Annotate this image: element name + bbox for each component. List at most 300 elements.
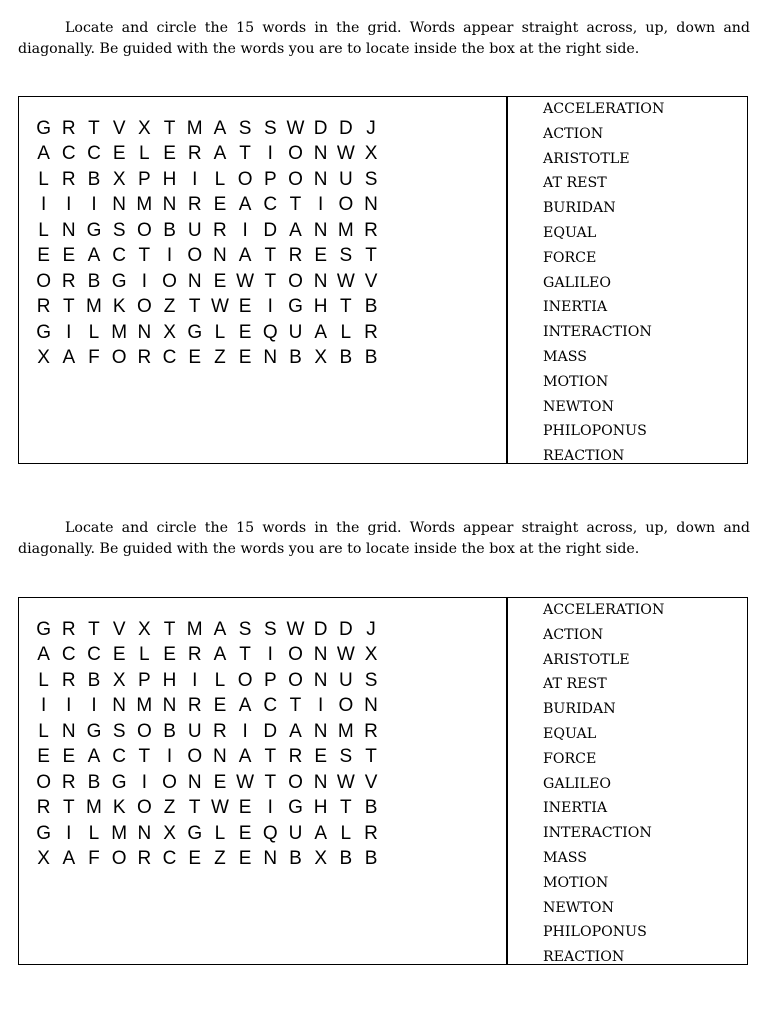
grid-letter[interactable]: B [339,347,353,369]
grid-letter[interactable]: X [37,347,50,369]
grid-letter[interactable]: L [214,669,226,691]
grid-letter[interactable]: R [364,822,378,844]
grid-letter[interactable]: E [238,321,252,343]
grid-letter[interactable]: N [313,143,328,165]
grid-letter[interactable]: A [87,245,101,267]
grid-letter[interactable]: B [87,168,101,190]
grid-row [31,320,384,346]
grid-letter[interactable]: A [62,347,76,369]
grid-letter[interactable]: R [213,219,227,241]
grid-letter[interactable]: C [112,746,127,768]
grid-letter[interactable]: R [364,219,378,241]
grid-letter[interactable]: D [338,618,353,640]
grid-letter[interactable]: A [314,822,327,844]
grid-letter[interactable]: O [162,270,177,292]
grid-letter[interactable]: W [236,771,255,793]
grid-letter[interactable]: I [40,695,47,717]
grid-letter[interactable]: O [36,270,51,292]
grid-letter[interactable]: G [86,720,102,742]
grid-letter[interactable]: I [66,194,72,216]
word-list-item: PHILOPONUS [543,924,647,941]
grid-letter[interactable]: A [213,117,227,139]
grid-letter[interactable]: N [263,347,278,369]
grid-letter[interactable]: N [364,695,378,717]
grid-letter[interactable]: W [336,270,355,292]
grid-letter[interactable]: R [187,644,202,666]
grid-letter[interactable]: L [214,822,226,844]
grid-letter[interactable]: N [61,219,76,241]
grid-letter[interactable]: E [163,644,176,666]
grid-letter[interactable]: V [364,771,378,793]
grid-letter[interactable]: N [187,771,202,793]
grid-letter[interactable]: L [88,822,100,844]
grid-letter[interactable]: R [61,669,76,691]
grid-letter[interactable]: I [267,797,273,819]
grid-letter[interactable]: G [36,321,51,343]
grid-letter[interactable]: X [163,822,176,844]
grid-letter[interactable]: R [213,720,227,742]
grid-letter[interactable]: E [37,746,50,768]
grid-letter[interactable]: E [314,245,327,267]
grid-letter[interactable]: B [163,219,176,241]
grid-letter[interactable]: I [267,143,273,165]
grid-letter[interactable]: C [263,695,278,717]
grid-letter[interactable]: T [264,245,277,267]
grid-letter[interactable]: B [289,347,302,369]
grid-letter[interactable]: N [213,245,227,267]
grid-letter[interactable]: L [340,321,352,343]
grid-letter[interactable]: J [366,618,376,640]
grid-letter[interactable]: O [136,219,152,241]
grid-letter[interactable]: W [210,296,229,318]
grid-letter[interactable]: L [340,822,352,844]
grid-letter[interactable]: L [214,321,226,343]
grid-letter[interactable]: S [263,618,277,640]
grid-letter[interactable]: I [318,695,324,717]
word-list-item: INERTIA [543,800,608,817]
grid-letter[interactable]: G [288,797,303,819]
grid-letter[interactable]: O [237,168,253,190]
grid-letter[interactable]: A [238,746,252,768]
grid-letter[interactable]: X [112,669,126,691]
grid-letter[interactable]: T [365,245,377,267]
grid-letter[interactable]: T [289,695,302,717]
grid-letter[interactable]: I [141,771,147,793]
grid-letter[interactable]: N [313,669,328,691]
grid-letter[interactable]: H [313,296,328,318]
grid-letter[interactable]: E [213,771,227,793]
grid-letter[interactable]: E [37,245,50,267]
grid-letter[interactable]: W [286,117,305,139]
grid-letter[interactable]: T [289,194,302,216]
grid-letter[interactable]: K [112,797,126,819]
grid-letter[interactable]: O [338,194,354,216]
grid-letter[interactable]: C [87,644,101,666]
grid-letter[interactable]: D [338,117,353,139]
grid-letter[interactable]: E [213,194,227,216]
grid-letter[interactable]: T [163,117,176,139]
grid-letter[interactable]: R [61,168,76,190]
grid-letter[interactable]: S [238,117,252,139]
grid-letter[interactable]: X [138,618,151,640]
grid-letter[interactable]: O [36,771,51,793]
grid-letter[interactable]: T [264,746,277,768]
grid-letter[interactable]: G [36,618,51,640]
grid-row [31,821,384,847]
grid-letter[interactable]: O [136,296,152,318]
grid-letter[interactable]: H [162,168,177,190]
grid-letter[interactable]: R [137,347,152,369]
letter-grid [31,116,384,371]
word-list-item: INERTIA [543,299,608,316]
grid-letter[interactable]: C [87,143,101,165]
grid-letter[interactable]: G [187,321,203,343]
grid-letter[interactable]: N [313,219,328,241]
grid-letter[interactable]: R [288,746,303,768]
grid-letter[interactable]: M [337,219,354,241]
grid-letter[interactable]: E [238,822,252,844]
grid-letter[interactable]: V [364,270,378,292]
grid-letter[interactable]: Q [262,321,278,343]
grid-letter[interactable]: S [339,746,353,768]
grid-letter[interactable]: B [364,347,378,369]
grid-letter[interactable]: W [236,270,255,292]
grid-letter[interactable]: B [364,848,378,870]
word-list-item: NEWTON [543,398,614,415]
grid-letter[interactable]: T [188,296,201,318]
grid-letter[interactable]: X [364,143,378,165]
word-list-item: BURIDAN [543,200,616,217]
grid-letter[interactable]: T [138,245,151,267]
grid-letter[interactable]: H [162,669,177,691]
grid-letter[interactable]: G [36,117,51,139]
grid-letter[interactable]: G [111,771,127,793]
grid-letter[interactable]: T [88,117,100,139]
grid-letter[interactable]: U [338,168,353,190]
word-list [543,98,664,470]
grid-letter[interactable]: P [263,168,277,190]
grid-letter[interactable]: T [88,618,100,640]
grid-letter[interactable]: W [210,797,229,819]
grid-letter[interactable]: O [111,848,127,870]
grid-letter[interactable]: E [62,245,76,267]
grid-letter[interactable]: O [136,720,152,742]
grid-letter[interactable]: R [288,245,303,267]
grid-letter[interactable]: C [162,848,177,870]
grid-letter[interactable]: R [364,720,378,742]
grid-letter[interactable]: B [339,848,353,870]
grid-letter[interactable]: C [263,194,278,216]
grid-letter[interactable]: S [364,669,378,691]
grid-letter[interactable]: I [242,720,248,742]
grid-letter[interactable]: O [187,245,203,267]
grid-letter[interactable]: E [213,695,227,717]
grid-letter[interactable]: O [288,771,303,793]
grid-letter[interactable]: U [187,219,202,241]
grid-letter[interactable]: I [166,245,173,267]
grid-letter[interactable]: O [187,746,203,768]
grid-letter[interactable]: F [88,848,100,870]
grid-letter[interactable]: N [364,194,378,216]
grid-letter[interactable]: M [86,797,102,819]
grid-letter[interactable]: N [112,695,127,717]
grid-letter[interactable]: M [186,117,203,139]
grid-letter[interactable]: E [188,347,202,369]
grid-letter[interactable]: L [38,219,49,241]
grid-letter[interactable]: M [111,321,128,343]
grid-letter[interactable]: T [340,797,352,819]
grid-letter[interactable]: I [318,194,324,216]
grid-letter[interactable]: B [87,771,101,793]
grid-letter[interactable]: Z [214,347,226,369]
grid-letter[interactable]: E [163,143,176,165]
grid-letter[interactable]: H [313,797,328,819]
grid-letter[interactable]: L [38,720,49,742]
grid-letter[interactable]: E [62,746,76,768]
word-list [543,599,664,971]
grid-letter[interactable]: L [88,321,100,343]
grid-letter[interactable]: N [61,720,76,742]
grid-letter[interactable]: U [288,822,303,844]
grid-row [31,244,384,270]
grid-letter[interactable]: O [338,695,354,717]
grid-letter[interactable]: V [112,117,126,139]
grid-letter[interactable]: A [213,143,227,165]
grid-letter[interactable]: S [112,219,126,241]
grid-letter[interactable]: Z [214,848,226,870]
grid-letter[interactable]: W [336,143,355,165]
grid-letter[interactable]: M [337,720,354,742]
grid-letter[interactable]: A [314,321,327,343]
grid-letter[interactable]: M [136,194,153,216]
grid-letter[interactable]: I [91,194,97,216]
grid-letter[interactable]: R [187,143,202,165]
word-list-item: ARISTOTLE [543,150,630,167]
grid-letter[interactable]: A [37,143,50,165]
grid-letter[interactable]: O [237,669,253,691]
grid-letter[interactable]: R [61,771,76,793]
grid-letter[interactable]: T [138,746,151,768]
grid-letter[interactable]: N [112,194,127,216]
puzzle-box [18,597,748,965]
grid-letter[interactable]: N [213,746,227,768]
grid-letter[interactable]: A [37,644,50,666]
grid-letter[interactable]: E [238,347,252,369]
grid-letter[interactable]: A [87,746,101,768]
grid-letter[interactable]: O [162,771,177,793]
grid-letter[interactable]: G [187,822,203,844]
grid-letter[interactable]: M [136,695,153,717]
grid-letter[interactable]: N [137,822,152,844]
grid-letter[interactable]: I [66,695,72,717]
grid-letter[interactable]: T [264,270,277,292]
grid-letter[interactable]: J [366,117,376,139]
grid-letter[interactable]: W [336,644,355,666]
grid-letter[interactable]: C [162,347,177,369]
letter-grid [31,617,384,872]
grid-letter[interactable]: L [139,644,150,666]
grid-letter[interactable]: A [62,848,76,870]
grid-letter[interactable]: Z [163,797,176,819]
grid-letter[interactable]: D [313,117,328,139]
grid-letter[interactable]: N [263,848,278,870]
grid-letter[interactable]: T [365,746,377,768]
grid-row [31,193,384,219]
grid-letter[interactable]: I [242,219,248,241]
grid-letter[interactable]: S [364,168,378,190]
grid-letter[interactable]: X [314,848,327,870]
grid-letter[interactable]: W [336,771,355,793]
grid-letter[interactable]: W [286,618,305,640]
grid-letter[interactable]: S [238,618,252,640]
grid-letter[interactable]: I [66,321,72,343]
grid-letter[interactable]: X [314,347,327,369]
grid-letter[interactable]: N [313,644,328,666]
grid-letter[interactable]: N [313,168,328,190]
grid-letter[interactable]: E [314,746,327,768]
grid-letter[interactable]: A [238,245,252,267]
grid-letter[interactable]: O [288,168,303,190]
grid-letter[interactable]: T [188,797,201,819]
grid-letter[interactable]: T [163,618,176,640]
grid-letter[interactable]: R [61,117,76,139]
grid-letter[interactable]: R [61,270,76,292]
grid-row [31,295,384,321]
grid-letter[interactable]: C [61,644,76,666]
grid-letter[interactable]: X [364,644,378,666]
grid-letter[interactable]: T [239,644,251,666]
grid-letter[interactable]: T [62,296,75,318]
grid-letter[interactable]: C [112,245,127,267]
grid-letter[interactable]: I [141,270,147,292]
grid-letter[interactable]: N [187,270,202,292]
grid-letter[interactable]: Z [163,296,176,318]
grid-letter[interactable]: P [263,669,277,691]
grid-letter[interactable]: M [86,296,102,318]
word-list-item: MOTION [543,874,609,891]
grid-letter[interactable]: S [263,117,277,139]
grid-letter[interactable]: E [238,848,252,870]
grid-letter[interactable]: E [238,797,252,819]
grid-letter[interactable]: E [213,270,227,292]
grid-letter[interactable]: I [192,168,198,190]
grid-letter[interactable]: B [364,797,378,819]
grid-letter[interactable]: K [112,296,126,318]
grid-letter[interactable]: E [112,644,126,666]
grid-letter[interactable]: P [138,168,151,190]
grid-letter[interactable]: Q [262,822,278,844]
grid-letter[interactable]: N [162,194,177,216]
grid-letter[interactable]: E [188,848,202,870]
grid-row [31,643,384,669]
grid-letter[interactable]: X [37,848,50,870]
grid-letter[interactable]: I [66,822,72,844]
grid-letter[interactable]: L [139,143,150,165]
grid-letter[interactable]: B [163,720,176,742]
grid-letter[interactable]: I [267,644,273,666]
grid-letter[interactable]: G [288,296,303,318]
grid-letter[interactable]: U [187,720,202,742]
grid-letter[interactable]: G [86,219,102,241]
grid-letter[interactable]: I [166,746,173,768]
grid-letter[interactable]: O [288,644,303,666]
grid-letter[interactable]: R [364,321,378,343]
grid-letter[interactable]: P [138,669,151,691]
grid-letter[interactable]: T [62,797,75,819]
grid-letter[interactable]: F [88,347,100,369]
grid-letter[interactable]: O [136,797,152,819]
grid-letter[interactable]: A [238,695,252,717]
grid-letter[interactable]: I [192,669,198,691]
grid-letter[interactable]: T [239,143,251,165]
grid-letter[interactable]: B [364,296,378,318]
grid-letter[interactable]: E [112,143,126,165]
grid-letter[interactable]: R [187,695,202,717]
grid-letter[interactable]: A [213,644,227,666]
grid-letter[interactable]: R [187,194,202,216]
word-list-item: ACCELERATION [543,101,665,117]
grid-letter[interactable]: B [87,270,101,292]
grid-letter[interactable]: U [338,669,353,691]
grid-letter[interactable]: I [91,695,97,717]
grid-letter[interactable]: R [137,848,152,870]
grid-letter[interactable]: X [112,168,126,190]
grid-letter[interactable]: U [288,321,303,343]
grid-letter[interactable]: G [36,822,51,844]
grid-letter[interactable]: O [288,669,303,691]
grid-letter[interactable]: B [289,848,302,870]
grid-letter[interactable]: O [288,270,303,292]
grid-letter[interactable]: A [289,219,302,241]
grid-letter[interactable]: V [112,618,126,640]
grid-letter[interactable]: R [61,618,76,640]
grid-letter[interactable]: L [38,669,49,691]
grid-letter[interactable]: R [36,797,51,819]
grid-letter[interactable]: L [38,168,49,190]
grid-letter[interactable]: N [313,720,328,742]
grid-letter[interactable]: O [288,143,303,165]
grid-letter[interactable]: N [313,771,328,793]
grid-letter[interactable]: O [111,347,127,369]
grid-letter[interactable]: N [137,321,152,343]
grid-letter[interactable]: X [163,321,176,343]
grid-letter[interactable]: R [36,296,51,318]
grid-letter[interactable]: B [87,669,101,691]
grid-letter[interactable]: I [40,194,47,216]
grid-letter[interactable]: N [162,695,177,717]
word-list-item: ACTION [543,125,604,142]
grid-letter[interactable]: D [313,618,328,640]
grid-letter[interactable]: I [267,296,273,318]
grid-letter[interactable]: T [264,771,277,793]
grid-letter[interactable]: G [111,270,127,292]
grid-letter[interactable]: M [111,822,128,844]
grid-letter[interactable]: M [186,618,203,640]
grid-letter[interactable]: A [213,618,227,640]
grid-letter[interactable]: S [339,245,353,267]
grid-letter[interactable]: A [289,720,302,742]
grid-letter[interactable]: A [238,194,252,216]
grid-letter[interactable]: C [61,143,76,165]
grid-letter[interactable]: S [112,720,126,742]
grid-letter[interactable]: D [263,219,278,241]
grid-letter[interactable]: E [238,296,252,318]
grid-letter[interactable]: X [138,117,151,139]
grid-letter[interactable]: T [340,296,352,318]
grid-letter[interactable]: N [313,270,328,292]
grid-letter[interactable]: D [263,720,278,742]
grid-letter[interactable]: L [214,168,226,190]
